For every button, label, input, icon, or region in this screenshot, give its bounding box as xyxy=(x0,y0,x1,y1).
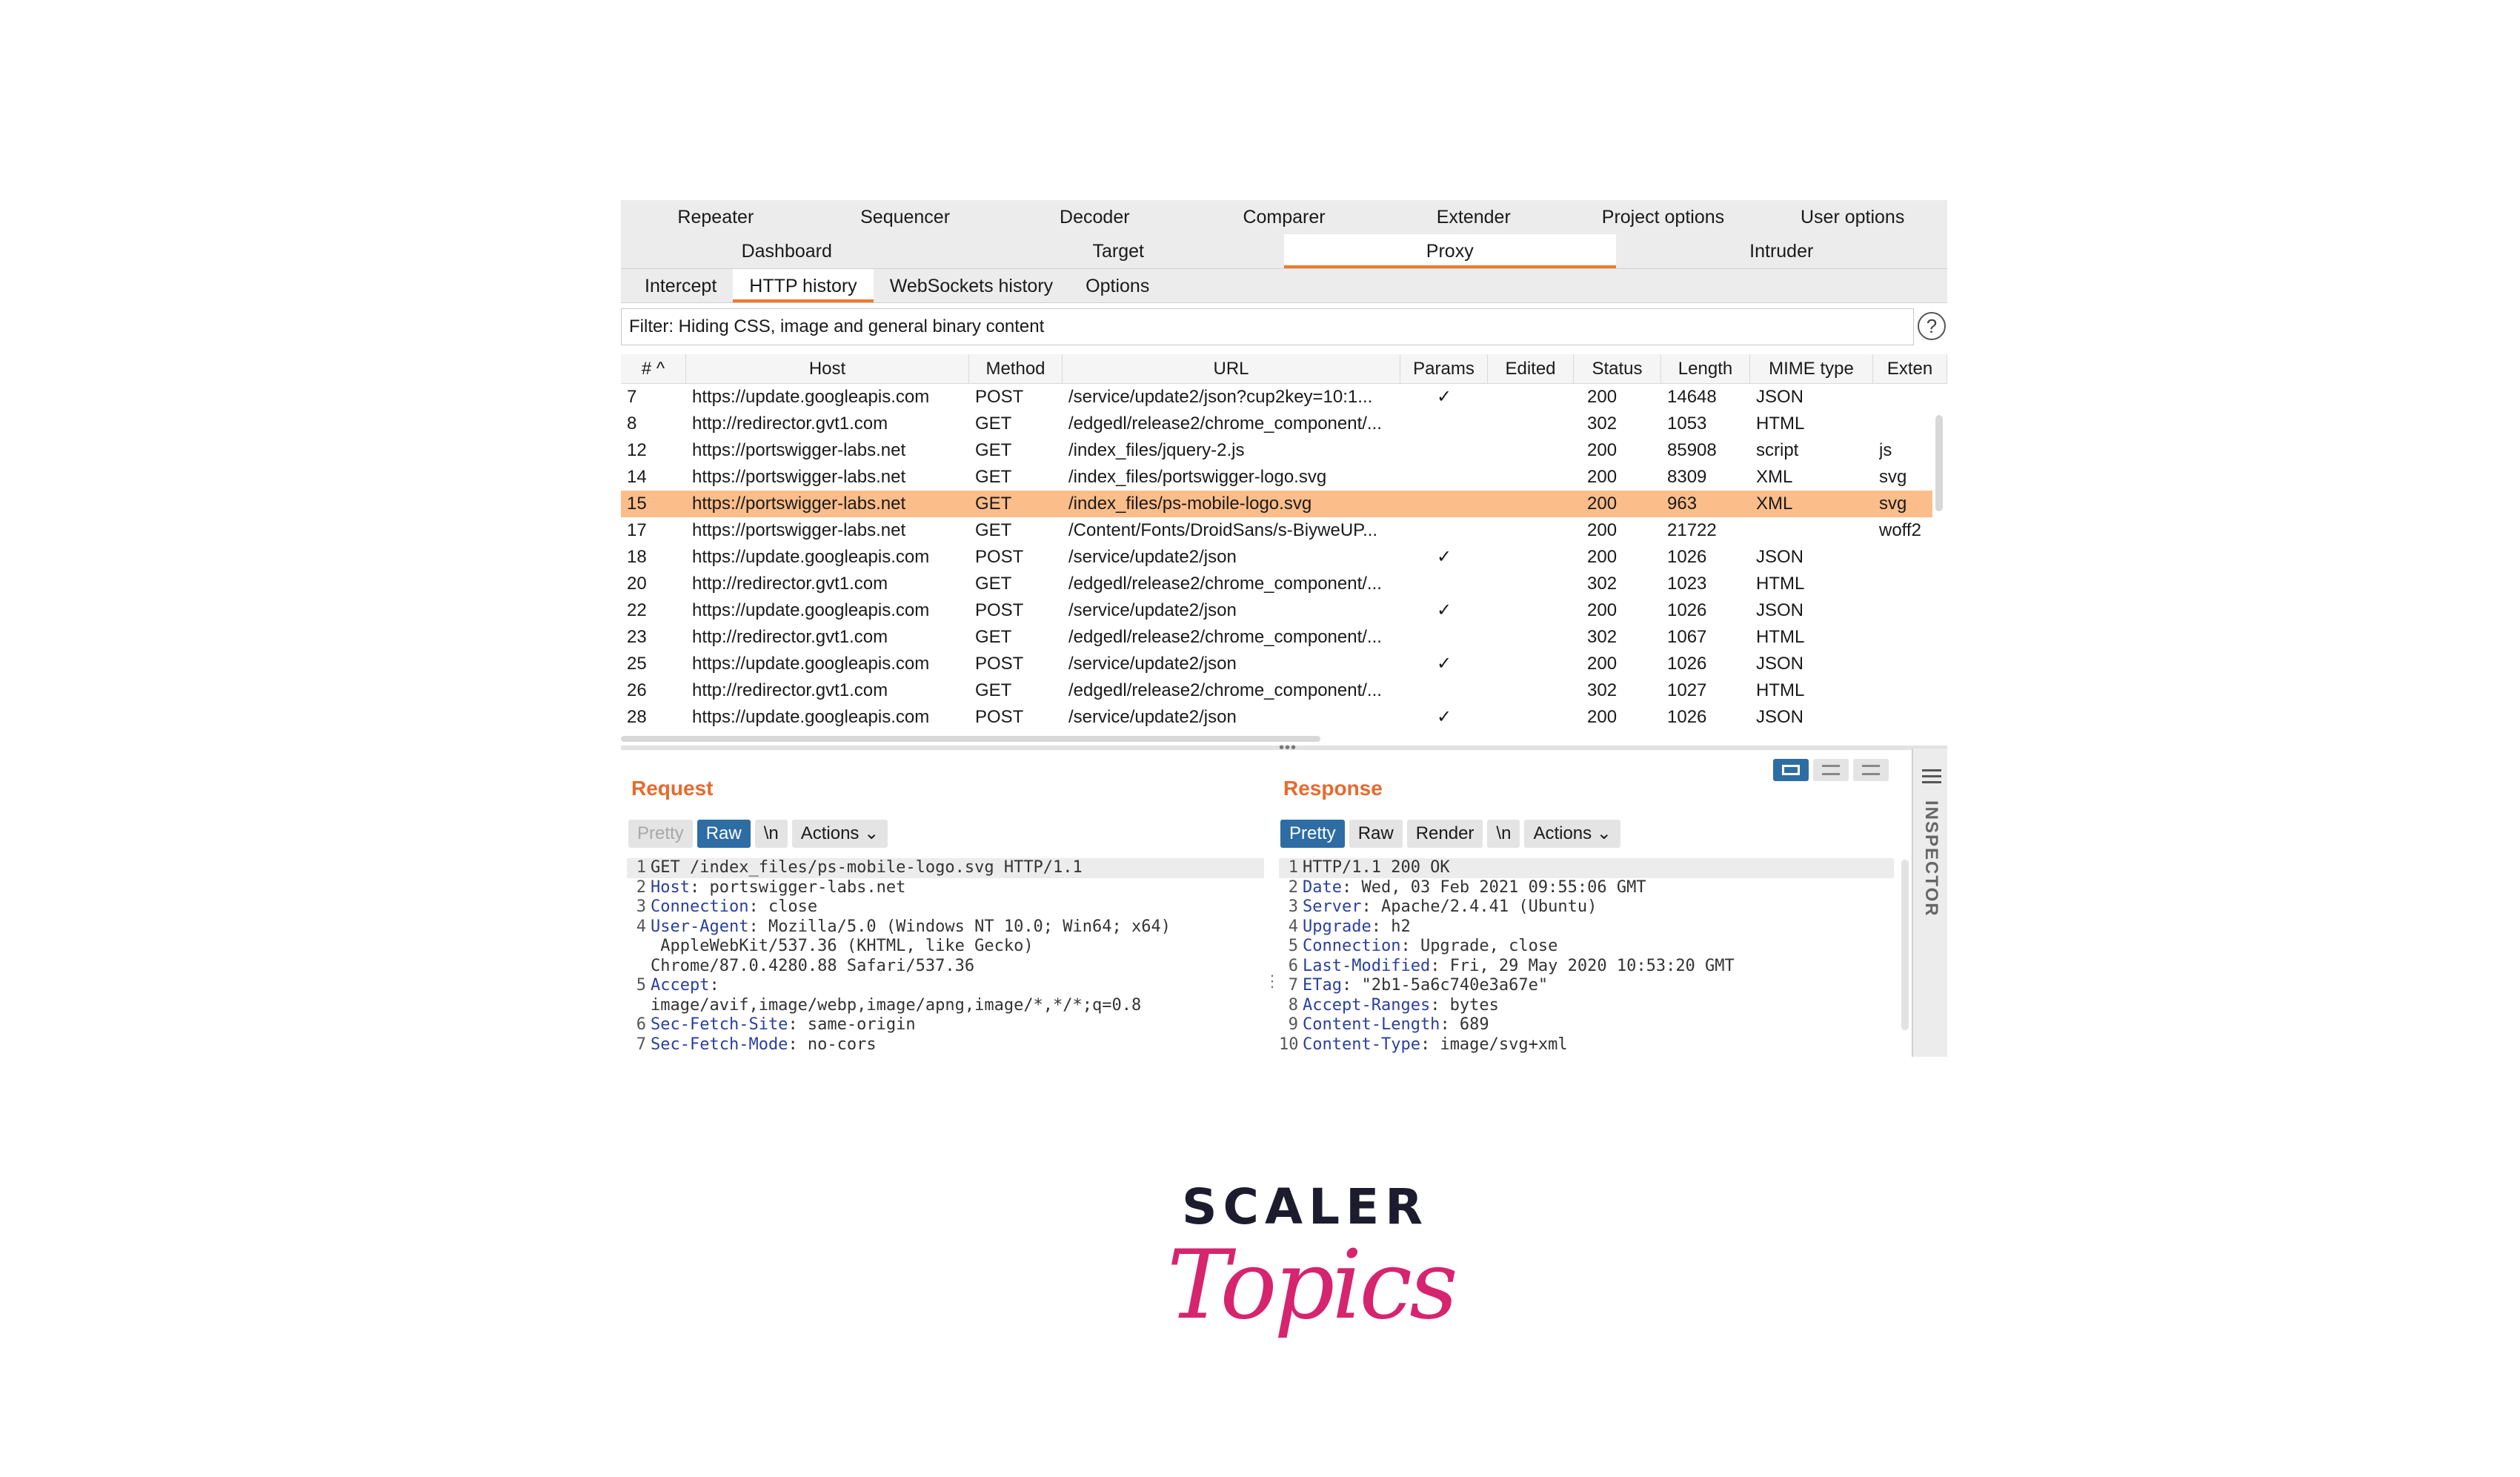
response-toolbar xyxy=(1280,820,1620,848)
header-value: : Upgrade, close xyxy=(1400,937,1558,955)
cell-params xyxy=(1400,517,1488,544)
burp-suite-window xyxy=(621,200,1947,1057)
cell-length: 1027 xyxy=(1667,680,1707,700)
cell-host: http://redirector.gvt1.com xyxy=(692,414,888,434)
cell-url: /service/update2/json xyxy=(1068,654,1237,674)
header-name: Content-Type xyxy=(1303,1035,1420,1054)
code-line xyxy=(627,976,1264,996)
cell-status: 200 xyxy=(1587,600,1618,620)
top-tabs-row-2 xyxy=(621,234,1947,269)
cell-mime: HTML xyxy=(1756,574,1805,594)
line-number: 4 xyxy=(636,917,646,936)
response-actions-button[interactable]: Actions ⌄ xyxy=(1524,820,1620,848)
cell-mime: JSON xyxy=(1756,547,1804,567)
header-value: : bytes xyxy=(1430,995,1499,1015)
cell-host: https://portswigger-labs.net xyxy=(692,520,906,540)
cell-host: http://redirector.gvt1.com xyxy=(692,680,888,700)
table-horizontal-scrollbar[interactable] xyxy=(621,736,1320,742)
cell-method: GET xyxy=(975,574,1012,594)
cell-method: GET xyxy=(975,494,1012,514)
cell-method: GET xyxy=(975,467,1012,487)
cell-status: 200 xyxy=(1587,494,1618,514)
cell-params xyxy=(1400,411,1488,437)
cell-num: 20 xyxy=(627,574,647,594)
response-pretty-button[interactable]: Pretty xyxy=(1280,820,1345,848)
cell-status: 302 xyxy=(1587,627,1618,647)
table-row[interactable] xyxy=(621,437,1932,464)
code-line xyxy=(627,937,1264,957)
header-value: : h2 xyxy=(1371,917,1411,936)
tab-extender[interactable]: Extender xyxy=(1436,207,1511,228)
response-scrollbar[interactable] xyxy=(1901,860,1909,1030)
code-line xyxy=(627,917,1264,937)
request-pretty-button[interactable]: Pretty xyxy=(628,820,693,848)
cell-extension: woff2 xyxy=(1879,520,1921,540)
cell-method: GET xyxy=(975,680,1012,700)
cell-edited xyxy=(1488,437,1574,464)
cell-status: 200 xyxy=(1587,547,1618,567)
cell-method: POST xyxy=(975,600,1024,620)
cell-edited xyxy=(1488,464,1574,491)
proxy-sub-tabs xyxy=(621,269,1947,303)
cell-url: /service/update2/json xyxy=(1068,707,1237,727)
subtab-options[interactable]: Options xyxy=(1086,276,1150,296)
cell-url: /service/update2/json xyxy=(1068,547,1237,567)
cell-method: GET xyxy=(975,440,1012,460)
column-header-edited[interactable]: Edited xyxy=(1488,354,1574,384)
code-line xyxy=(1279,957,1894,977)
cell-url: /edgedl/release2/chrome_component/... xyxy=(1068,680,1382,700)
cell-extension xyxy=(1879,597,1947,624)
header-value: : image/svg+xml xyxy=(1420,1035,1568,1054)
cell-mime: XML xyxy=(1756,467,1793,487)
cell-mime xyxy=(1756,517,1873,544)
table-header xyxy=(621,354,1947,384)
layout-toggle xyxy=(1773,759,1889,781)
cell-edited xyxy=(1488,597,1574,624)
subtab-websockets-history[interactable]: WebSockets history xyxy=(889,276,1054,296)
request-toolbar xyxy=(628,820,888,848)
cell-mime: HTML xyxy=(1756,627,1805,647)
cell-params xyxy=(1400,624,1488,651)
cell-url: /index_files/portswigger-logo.svg xyxy=(1068,467,1327,487)
top-bottom-layout-icon[interactable] xyxy=(1813,759,1849,781)
cell-edited xyxy=(1488,571,1574,597)
cell-mime: XML xyxy=(1756,494,1793,514)
header-value: : close xyxy=(748,897,818,916)
cell-num: 12 xyxy=(627,440,647,460)
cell-edited xyxy=(1488,544,1574,571)
inspector-menu-icon[interactable] xyxy=(1922,769,1941,784)
line-number: 8 xyxy=(1288,995,1298,1015)
cell-length: 1053 xyxy=(1667,414,1707,434)
scaler-topics-logo xyxy=(1160,1178,1455,1371)
cell-status: 302 xyxy=(1587,414,1618,434)
line-number: 5 xyxy=(636,976,646,995)
response-title: Response xyxy=(1283,777,1383,800)
tab-dashboard[interactable]: Dashboard xyxy=(741,241,832,262)
cell-mime: JSON xyxy=(1756,387,1804,407)
table-row[interactable] xyxy=(621,651,1932,677)
side-by-side-layout-icon[interactable] xyxy=(1773,759,1809,781)
line-number: 4 xyxy=(1288,917,1298,936)
header-value: image/avif,image/webp,image/apng,image/*,*/*;q=0.8 xyxy=(651,995,1142,1015)
header-value: : no-cors xyxy=(788,1035,877,1054)
header-value: AppleWebKit/537.36 (KHTML, like Gecko) xyxy=(651,937,1034,955)
column-header-method[interactable]: Method xyxy=(969,354,1063,384)
code-line xyxy=(1279,1035,1894,1055)
cell-url: /Content/Fonts/DroidSans/s-BiyweUP... xyxy=(1068,520,1378,540)
pane-resize-handle-icon[interactable]: ⋮ xyxy=(1264,972,1280,990)
cell-extension xyxy=(1879,677,1947,704)
line-number: 1 xyxy=(636,858,646,877)
column-header-mime[interactable]: MIME type xyxy=(1750,354,1873,384)
cell-status: 302 xyxy=(1587,574,1618,594)
code-line xyxy=(1279,976,1894,996)
column-header-status[interactable]: Status xyxy=(1574,354,1661,384)
line-number: 3 xyxy=(636,897,646,916)
header-value: : Wed, 03 Feb 2021 09:55:06 GMT xyxy=(1341,877,1646,897)
header-value: GET /index_files/ps-mobile-logo.svg HTTP/1.1 xyxy=(651,858,1083,877)
request-actions-button[interactable]: Actions ⌄ xyxy=(792,820,888,848)
top-tabs-row-1 xyxy=(621,200,1947,234)
code-line xyxy=(627,858,1264,878)
cell-url: /service/update2/json?cup2key=10:1... xyxy=(1068,387,1373,407)
cell-length: 963 xyxy=(1667,494,1698,514)
cell-params xyxy=(1400,677,1488,704)
cell-method: POST xyxy=(975,547,1024,567)
cell-extension xyxy=(1879,651,1947,677)
cell-extension xyxy=(1879,571,1947,597)
cell-status: 200 xyxy=(1587,467,1618,487)
header-value: Chrome/87.0.4280.88 Safari/537.36 xyxy=(651,956,975,975)
cell-status: 302 xyxy=(1587,680,1618,700)
cell-edited xyxy=(1488,651,1574,677)
cell-num: 7 xyxy=(627,387,637,407)
header-value: : "2b1-5a6c740e3a67e" xyxy=(1341,976,1549,995)
cell-method: GET xyxy=(975,414,1012,434)
cell-host: http://redirector.gvt1.com xyxy=(692,574,888,594)
column-header-host[interactable]: Host xyxy=(686,354,969,384)
filter-bar[interactable]: Filter: Hiding CSS, image and general binary content xyxy=(621,308,1914,345)
code-line xyxy=(1279,897,1894,917)
tab-proxy[interactable]: Proxy xyxy=(1284,234,1616,268)
logo-wordmark-top: SCALER xyxy=(1182,1178,1429,1235)
cell-edited xyxy=(1488,704,1574,731)
code-line xyxy=(1279,937,1894,957)
cell-num: 22 xyxy=(627,600,647,620)
cell-host: https://update.googleapis.com xyxy=(692,707,930,727)
cell-extension xyxy=(1879,384,1947,411)
cell-num: 17 xyxy=(627,520,647,540)
cell-params: ✓ xyxy=(1436,547,1452,567)
cell-mime: JSON xyxy=(1756,707,1804,727)
cell-extension xyxy=(1879,544,1947,571)
column-header-length[interactable]: Length xyxy=(1661,354,1750,384)
header-value: : 689 xyxy=(1440,1015,1489,1034)
header-value: : Mozilla/5.0 (Windows NT 10.0; Win64; x64) xyxy=(748,917,1171,936)
cell-extension: svg xyxy=(1879,494,1907,514)
cell-length: 1067 xyxy=(1667,627,1707,647)
cell-method: POST xyxy=(975,707,1024,727)
header-name: Date xyxy=(1303,877,1342,897)
cell-status: 200 xyxy=(1587,707,1618,727)
code-line xyxy=(1279,878,1894,898)
cell-length: 1026 xyxy=(1667,707,1707,727)
cell-method: POST xyxy=(975,654,1024,674)
tab-decoder[interactable]: Decoder xyxy=(1060,207,1130,228)
header-name: Last-Modified xyxy=(1303,956,1431,975)
line-number: 2 xyxy=(636,877,646,897)
header-name: Upgrade xyxy=(1303,917,1372,936)
cell-num: 23 xyxy=(627,627,647,647)
cell-length: 1026 xyxy=(1667,600,1707,620)
cell-num: 25 xyxy=(627,654,647,674)
header-name: Connection xyxy=(1303,937,1401,955)
table-row[interactable] xyxy=(621,704,1932,731)
code-line xyxy=(1279,1015,1894,1035)
cell-edited xyxy=(1488,677,1574,704)
tab-intruder[interactable]: Intruder xyxy=(1749,241,1814,262)
request-newline-button[interactable]: \n xyxy=(755,820,788,848)
inspector-label: INSPECTOR xyxy=(1921,800,1941,917)
cell-url: /edgedl/release2/chrome_component/... xyxy=(1068,627,1382,647)
code-line xyxy=(627,878,1264,898)
code-line xyxy=(1279,996,1894,1016)
request-editor[interactable] xyxy=(627,858,1264,1055)
cell-params xyxy=(1400,464,1488,491)
table-row[interactable] xyxy=(621,571,1932,597)
tab-sequencer[interactable]: Sequencer xyxy=(860,207,951,228)
line-number: 2 xyxy=(1288,877,1298,897)
help-icon[interactable]: ? xyxy=(1918,312,1946,340)
line-number: 10 xyxy=(1279,1035,1299,1054)
cell-status: 200 xyxy=(1587,440,1618,460)
cell-status: 200 xyxy=(1587,654,1618,674)
cell-host: https://update.googleapis.com xyxy=(692,387,930,407)
table-row[interactable] xyxy=(621,544,1932,571)
cell-edited xyxy=(1488,517,1574,544)
tab-user-options[interactable]: User options xyxy=(1800,207,1905,228)
table-row[interactable] xyxy=(621,411,1932,437)
code-line xyxy=(627,996,1264,1016)
line-number: 3 xyxy=(1288,897,1298,916)
code-line xyxy=(627,1035,1264,1055)
line-number: 6 xyxy=(636,1015,646,1034)
tab-project-options[interactable]: Project options xyxy=(1601,207,1725,228)
cell-url: /index_files/jquery-2.js xyxy=(1068,440,1245,460)
cell-length: 85908 xyxy=(1667,440,1717,460)
cell-length: 1026 xyxy=(1667,654,1707,674)
inspector-panel[interactable] xyxy=(1912,749,1947,1057)
cell-length: 1026 xyxy=(1667,547,1707,567)
cell-mime: HTML xyxy=(1756,680,1805,700)
code-line xyxy=(627,897,1264,917)
cell-num: 15 xyxy=(627,494,647,514)
split-handle-icon[interactable]: ••• xyxy=(1279,740,1297,756)
line-number: 6 xyxy=(1288,956,1298,975)
cell-params: ✓ xyxy=(1436,707,1452,727)
request-raw-button[interactable]: Raw xyxy=(697,820,751,848)
header-value: HTTP/1.1 200 OK xyxy=(1303,858,1450,877)
response-newline-button[interactable]: \n xyxy=(1487,820,1520,848)
header-name: Sec-Fetch-Mode xyxy=(651,1035,788,1054)
code-line xyxy=(1279,858,1894,878)
line-number: 5 xyxy=(1288,937,1298,955)
cell-mime: script xyxy=(1756,440,1799,460)
cell-host: https://portswigger-labs.net xyxy=(692,494,906,514)
tab-repeater[interactable]: Repeater xyxy=(677,207,754,228)
column-header-url[interactable]: URL xyxy=(1063,354,1400,384)
header-name: Accept xyxy=(651,976,710,995)
cell-host: http://redirector.gvt1.com xyxy=(692,627,888,647)
cell-url: /edgedl/release2/chrome_component/... xyxy=(1068,574,1382,594)
header-value: : same-origin xyxy=(788,1015,916,1034)
header-name: Host xyxy=(651,877,690,897)
cell-params xyxy=(1400,491,1488,517)
header-name: Sec-Fetch-Site xyxy=(651,1015,788,1034)
column-header-params[interactable]: Params xyxy=(1400,354,1488,384)
table-row[interactable] xyxy=(621,624,1932,651)
response-viewer[interactable] xyxy=(1279,858,1894,1055)
cell-status: 200 xyxy=(1587,520,1618,540)
cell-num: 8 xyxy=(627,414,637,434)
cell-mime: HTML xyxy=(1756,414,1805,434)
line-number: 7 xyxy=(1288,976,1298,995)
cell-edited xyxy=(1488,411,1574,437)
cell-mime: JSON xyxy=(1756,654,1804,674)
cell-params xyxy=(1400,571,1488,597)
table-row[interactable] xyxy=(621,597,1932,624)
cell-params xyxy=(1400,437,1488,464)
column-header-num[interactable]: # ^ xyxy=(621,354,686,384)
code-line xyxy=(1279,917,1894,937)
tab-target[interactable]: Target xyxy=(1092,241,1144,262)
column-header-extension[interactable]: Exten xyxy=(1873,354,1947,384)
cell-host: https://update.googleapis.com xyxy=(692,600,930,620)
cell-status: 200 xyxy=(1587,387,1618,407)
cell-length: 1023 xyxy=(1667,574,1707,594)
header-name: Connection xyxy=(651,897,749,916)
cell-method: POST xyxy=(975,387,1024,407)
subtab-intercept[interactable]: Intercept xyxy=(645,276,717,296)
cell-length: 8309 xyxy=(1667,467,1707,487)
table-row[interactable] xyxy=(621,464,1932,491)
cell-num: 26 xyxy=(627,680,647,700)
table-vertical-scrollbar[interactable] xyxy=(1935,415,1943,511)
response-raw-button[interactable]: Raw xyxy=(1349,820,1403,848)
cell-host: https://update.googleapis.com xyxy=(692,547,930,567)
line-number: 1 xyxy=(1288,858,1298,877)
cell-params: ✓ xyxy=(1436,600,1452,620)
header-value: : xyxy=(709,976,719,995)
line-number: 7 xyxy=(636,1035,646,1054)
header-name: User-Agent xyxy=(651,917,749,936)
cell-edited xyxy=(1488,384,1574,411)
table-row[interactable] xyxy=(621,677,1932,704)
cell-mime: JSON xyxy=(1756,600,1804,620)
response-render-button[interactable]: Render xyxy=(1407,820,1483,848)
header-name: Accept-Ranges xyxy=(1303,995,1431,1015)
header-value: : Fri, 29 May 2020 10:53:20 GMT xyxy=(1430,956,1735,975)
cell-extension: svg xyxy=(1879,467,1907,487)
code-line xyxy=(627,957,1264,977)
table-row[interactable] xyxy=(621,384,1932,411)
cell-extension: js xyxy=(1879,440,1892,460)
code-line xyxy=(627,1015,1264,1035)
subtab-http-history[interactable]: HTTP history xyxy=(733,269,873,302)
header-name: Server xyxy=(1303,897,1362,916)
table-row[interactable] xyxy=(621,517,1932,544)
cell-num: 14 xyxy=(627,467,647,487)
cell-params: ✓ xyxy=(1436,654,1452,674)
header-name: ETag xyxy=(1303,976,1342,995)
request-title: Request xyxy=(631,777,714,800)
cell-host: https://update.googleapis.com xyxy=(692,654,930,674)
cell-extension xyxy=(1879,704,1947,731)
cell-method: GET xyxy=(975,627,1012,647)
cell-num: 28 xyxy=(627,707,647,727)
line-number: 9 xyxy=(1288,1015,1298,1034)
tab-comparer[interactable]: Comparer xyxy=(1243,207,1326,228)
cell-url: /service/update2/json xyxy=(1068,600,1237,620)
cell-edited xyxy=(1488,624,1574,651)
cell-params: ✓ xyxy=(1436,387,1452,407)
cell-method: GET xyxy=(975,520,1012,540)
cell-url: /edgedl/release2/chrome_component/... xyxy=(1068,414,1382,434)
cell-host: https://portswigger-labs.net xyxy=(692,467,906,487)
header-value: : portswigger-labs.net xyxy=(689,877,906,897)
cell-extension xyxy=(1879,624,1947,651)
table-row[interactable] xyxy=(621,491,1932,517)
header-name: Content-Length xyxy=(1303,1015,1440,1034)
header-value: : Apache/2.4.41 (Ubuntu) xyxy=(1361,897,1598,916)
cell-host: https://portswigger-labs.net xyxy=(692,440,906,460)
cell-edited xyxy=(1488,491,1574,517)
cell-url: /index_files/ps-mobile-logo.svg xyxy=(1068,494,1312,514)
single-pane-layout-icon[interactable] xyxy=(1853,759,1889,781)
cell-length: 21722 xyxy=(1667,520,1717,540)
cell-length: 14648 xyxy=(1667,387,1717,407)
logo-wordmark-bottom: Topics xyxy=(1167,1230,1455,1341)
cell-num: 18 xyxy=(627,547,647,567)
